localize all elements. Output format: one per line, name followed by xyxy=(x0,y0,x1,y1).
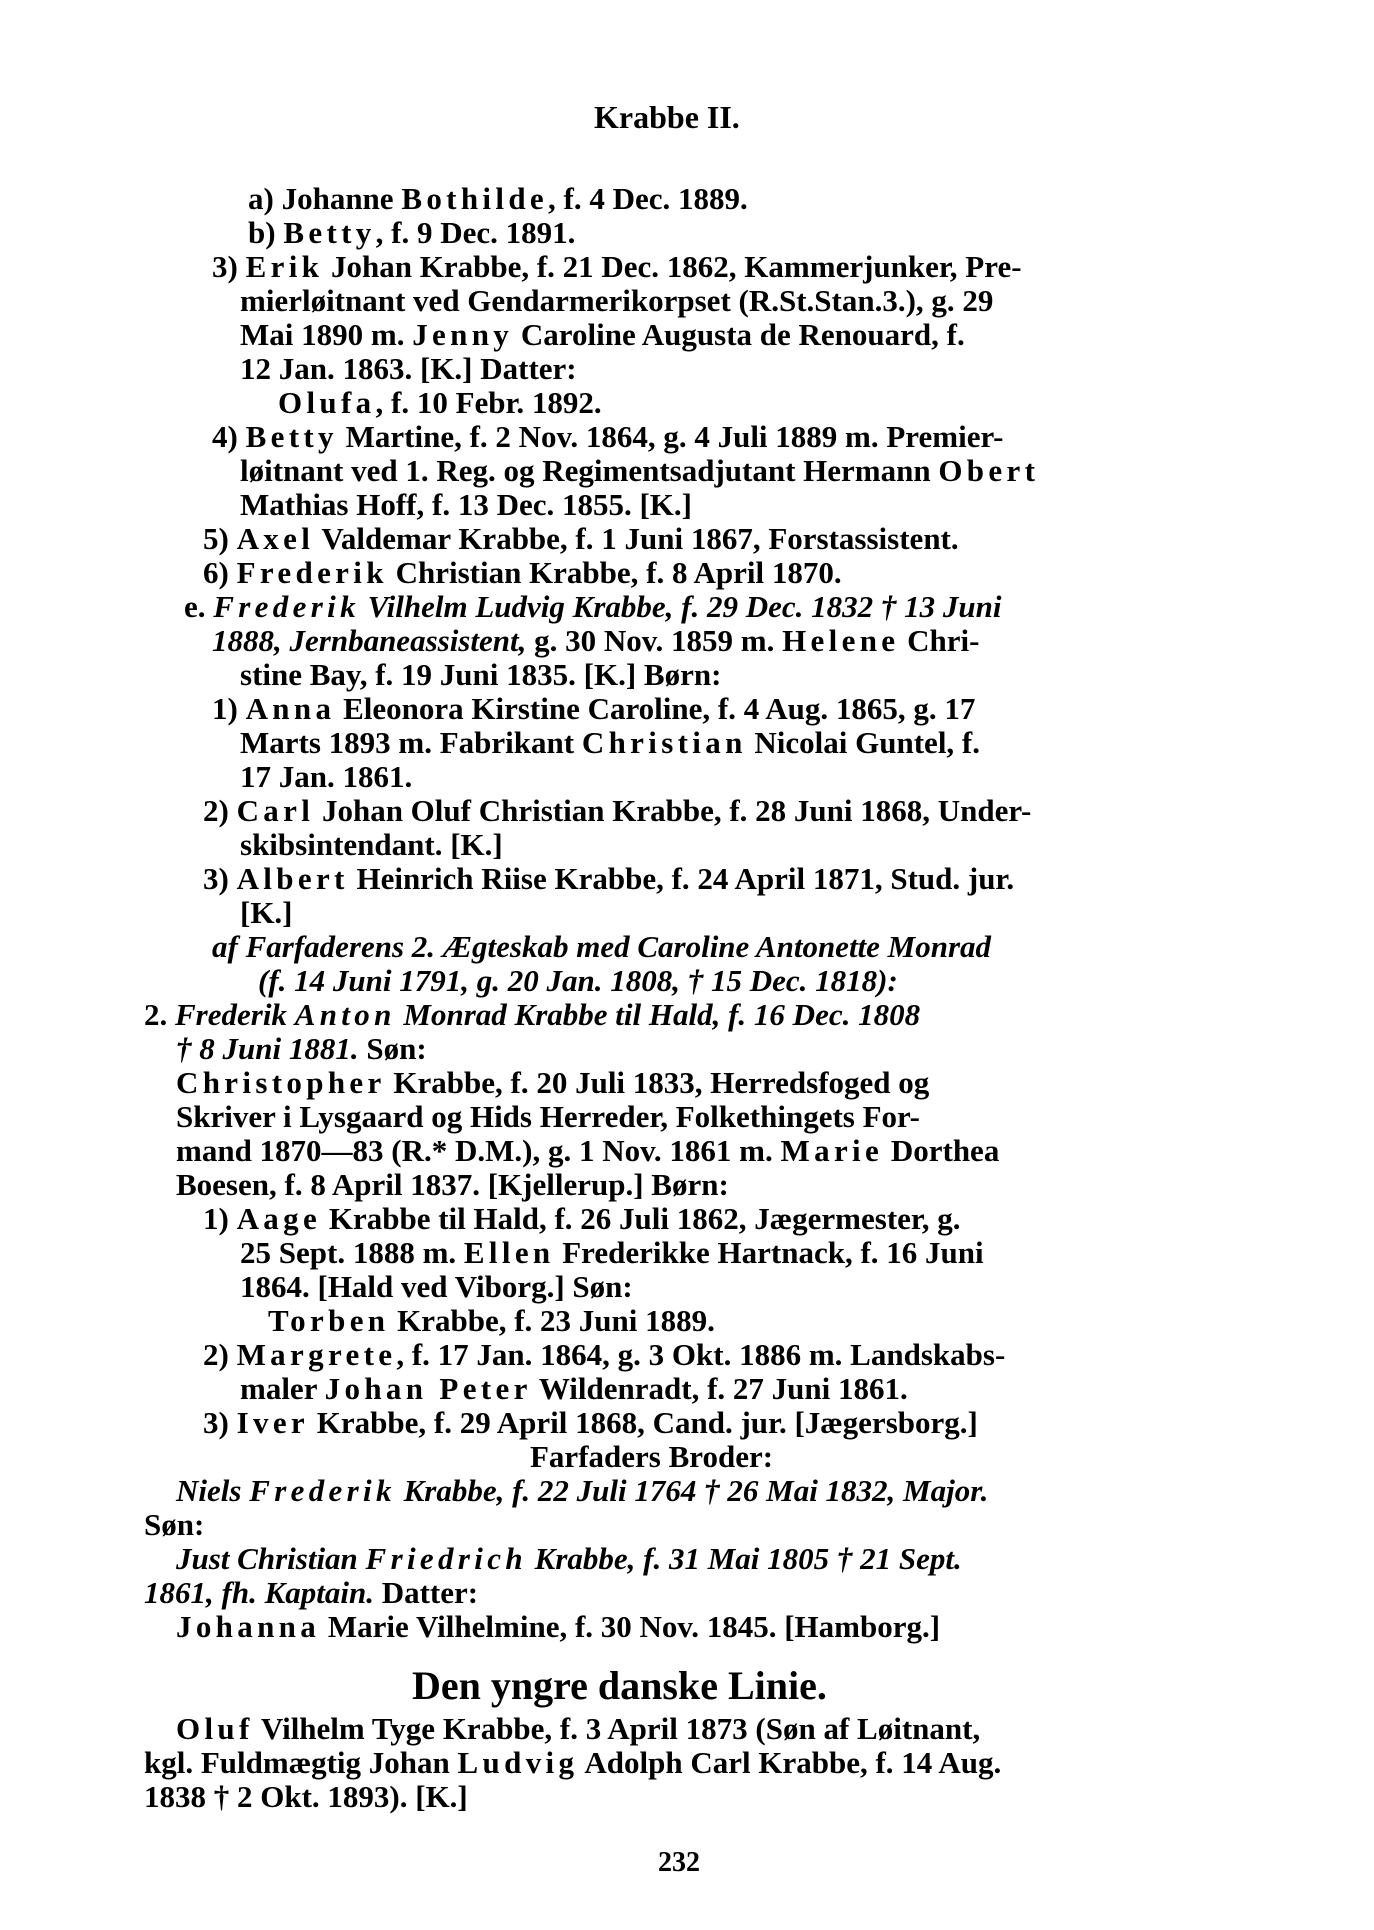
text-line xyxy=(176,1542,962,1576)
text-line xyxy=(240,760,412,794)
text-run: Oluf xyxy=(176,1711,254,1746)
text-line xyxy=(176,1712,980,1746)
text-line xyxy=(144,1746,1001,1780)
text-line xyxy=(203,556,842,590)
text-run: Obert xyxy=(938,453,1040,488)
text-run: Wildenradt, f. 27 Juni 1861. xyxy=(531,1371,908,1406)
text-line xyxy=(240,1372,908,1406)
text-line xyxy=(203,1202,961,1236)
text-run: 3) xyxy=(203,861,237,896)
text-line xyxy=(240,726,980,760)
text-line xyxy=(212,692,975,726)
text-line xyxy=(212,624,979,658)
text-run: Christian Krabbe, f. 8 April 1870. xyxy=(387,555,842,590)
text-line xyxy=(144,998,920,1032)
text-run: Margrete xyxy=(236,1337,397,1372)
text-run: Helene xyxy=(782,623,900,658)
text-line xyxy=(144,1576,478,1610)
text-line xyxy=(176,1134,999,1168)
text-line xyxy=(240,352,577,386)
text-run: Krabbe, f. 22 Juli 1764 † 26 Mai 1832, Major. xyxy=(395,1473,989,1508)
text-run: , f. 10 Febr. 1892. xyxy=(375,385,602,420)
text-run: Krabbe, f. 20 Juli 1833, Herredsfoged og xyxy=(385,1065,930,1100)
text-line xyxy=(212,930,991,964)
text-line xyxy=(240,828,503,862)
text-run: Anton xyxy=(294,997,396,1032)
text-run: Anna xyxy=(245,691,336,726)
text-run: 3) xyxy=(203,1405,237,1440)
text-run: , f. 17 Jan. 1864, g. 3 Okt. 1886 m. Landskabs- xyxy=(396,1337,1006,1372)
text-run: Eleonora Kirstine Caroline, f. 4 Aug. 1865, g. 17 xyxy=(335,691,976,726)
text-run: Torben xyxy=(268,1303,390,1338)
text-line xyxy=(268,1304,715,1338)
text-line xyxy=(240,318,965,352)
text-run: Krabbe, f. 29 April 1868, Cand. jur. [Jægersborg.] xyxy=(309,1405,978,1440)
text-line xyxy=(144,1780,468,1814)
text-line xyxy=(248,182,748,216)
text-run: Carl xyxy=(236,793,315,828)
text-line xyxy=(203,862,1014,896)
text-run: Erik xyxy=(245,249,324,284)
text-line xyxy=(278,386,602,420)
page-number: 232 xyxy=(658,1847,700,1878)
text-run: (f. 14 Juni 1791, g. 20 Jan. 1808, † 15 Dec. 1818): xyxy=(258,963,898,998)
text-run: Ludvig xyxy=(457,1745,579,1780)
text-run: Frederik xyxy=(249,1473,396,1508)
text-run: stine Bay, f. 19 Juni 1835. [K.] Børn: xyxy=(240,657,722,692)
text-run: 1) xyxy=(212,691,246,726)
text-run: 17 Jan. 1861. xyxy=(240,759,413,794)
text-run: Johan Peter xyxy=(324,1371,532,1406)
text-line xyxy=(203,522,959,556)
text-run: b) xyxy=(248,215,284,250)
text-line xyxy=(203,1338,1005,1372)
text-line xyxy=(240,896,293,930)
text-run: Mai 1890 m. xyxy=(240,317,413,352)
text-run: e. xyxy=(184,589,214,624)
text-run: Boesen, f. 8 April 1837. [Kjellerup.] Børn: xyxy=(176,1167,729,1202)
text-line xyxy=(203,1406,978,1440)
text-line xyxy=(184,590,1001,624)
text-run: Marts 1893 m. Fabrikant xyxy=(240,725,582,760)
text-run: 2) xyxy=(203,793,237,828)
text-line xyxy=(176,1474,988,1508)
text-run: Chri- xyxy=(899,623,980,658)
text-line xyxy=(258,964,898,998)
text-run: Skriver i Lysgaard og Hids Herreder, Folkethingets For- xyxy=(176,1099,920,1134)
text-run: Johan Oluf Christian Krabbe, f. 28 Juni 1868, Under- xyxy=(314,793,1032,828)
text-run: a) Johanne xyxy=(248,181,402,216)
text-run: Jenny xyxy=(412,317,514,352)
text-line xyxy=(240,658,721,692)
text-run: Bothilde xyxy=(401,181,548,216)
text-run: 3) xyxy=(212,249,246,284)
text-run: 2) xyxy=(203,1337,237,1372)
text-run: † 8 Juni 1881. xyxy=(176,1031,359,1066)
text-run: Christian xyxy=(581,725,747,760)
text-run: 4) xyxy=(212,419,246,454)
text-run: Aage xyxy=(236,1201,322,1236)
text-run: 6) xyxy=(203,555,237,590)
text-run: Vilhelm Tyge Krabbe, f. 3 April 1873 (Søn af Løitnant, xyxy=(253,1711,981,1746)
text-run: Monrad Krabbe til Hald, f. 16 Dec. 1808 xyxy=(395,997,921,1032)
text-run: Datter: xyxy=(373,1575,479,1610)
text-run: Betty xyxy=(245,419,338,454)
text-run: Johanna xyxy=(176,1609,321,1644)
text-run: Krabbe, f. 31 Mai 1805 † 21 Sept. xyxy=(526,1541,962,1576)
text-line xyxy=(212,250,1022,284)
text-run: Iver xyxy=(236,1405,310,1440)
text-run: Albert xyxy=(236,861,349,896)
text-run: løitnant ved 1. Reg. og Regimentsadjutant Hermann xyxy=(240,453,939,488)
text-run: g. 30 Nov. 1859 m. xyxy=(526,623,783,658)
text-line xyxy=(176,1168,729,1202)
text-run: Farfaders Broder: xyxy=(530,1439,774,1474)
text-run: Vilhelm Ludvig Krabbe, f. 29 Dec. 1832 † 13 Juni xyxy=(359,589,1002,624)
text-run: Frederikke Hartnack, f. 16 Juni xyxy=(554,1235,984,1270)
page-title: Krabbe II. xyxy=(594,99,740,135)
text-run: 1) xyxy=(203,1201,237,1236)
text-run: 25 Sept. 1888 m. xyxy=(240,1235,464,1270)
text-run: mand 1870—83 (R.* D.M.), g. 1 Nov. 1861 m. xyxy=(176,1133,781,1168)
text-run: , f. 9 Dec. 1891. xyxy=(375,215,576,250)
text-run: Den yngre danske Linie. xyxy=(412,1663,827,1708)
text-run: kgl. Fuldmægtig Johan xyxy=(144,1745,458,1780)
text-line xyxy=(203,794,1031,828)
text-run: Olufa xyxy=(278,385,376,420)
text-run: Frederik xyxy=(175,997,295,1032)
text-run: Søn: xyxy=(358,1031,427,1066)
text-run: Dorthea xyxy=(883,1133,1000,1168)
text-run: mierløitnant ved Gendarmerikorpset (R.St.Stan.3.), g. 29 xyxy=(240,283,994,318)
text-run: Mathias Hoff, f. 13 Dec. 1855. [K.] xyxy=(240,487,692,522)
text-run: 2. xyxy=(144,997,175,1032)
text-run: Friedrich xyxy=(365,1541,527,1576)
text-run: Frederik xyxy=(236,555,388,590)
text-run: 1888, Jernbaneassistent, xyxy=(212,623,527,658)
text-run: skibsintendant. [K.] xyxy=(240,827,503,862)
text-line xyxy=(176,1032,427,1066)
text-run: Krabbe til Hald, f. 26 Juli 1862, Jægermester, g. xyxy=(321,1201,961,1236)
text-run: Krabbe, f. 23 Juni 1889. xyxy=(389,1303,715,1338)
text-run: 12 Jan. 1863. [K.] Datter: xyxy=(240,351,577,386)
text-run: , f. 4 Dec. 1889. xyxy=(548,181,748,216)
text-run: Søn: xyxy=(144,1507,205,1542)
text-run: Heinrich Riise Krabbe, f. 24 April 1871, Stud. jur. xyxy=(348,861,1015,896)
text-run: Betty xyxy=(283,215,376,250)
text-run: 1838 † 2 Okt. 1893). [K.] xyxy=(144,1779,468,1814)
text-line xyxy=(240,284,993,318)
text-run: Valdemar Krabbe, f. 1 Juni 1867, Forstassistent. xyxy=(314,521,959,556)
text-run: 1864. [Hald ved Viborg.] Søn: xyxy=(240,1269,633,1304)
text-run: Just Christian xyxy=(176,1541,366,1576)
text-line xyxy=(144,1508,204,1542)
text-run: Frederik xyxy=(213,589,360,624)
text-line xyxy=(212,420,1003,454)
text-run: Johan Krabbe, f. 21 Dec. 1862, Kammerjunker, Pre- xyxy=(323,249,1022,284)
text-run: Caroline Augusta de Renouard, f. xyxy=(513,317,965,352)
text-line xyxy=(176,1610,940,1644)
text-run: Ellen xyxy=(463,1235,555,1270)
text-line xyxy=(240,1270,633,1304)
text-line xyxy=(240,454,1039,488)
text-run: Nicolai Guntel, f. xyxy=(746,725,981,760)
text-line xyxy=(248,216,575,250)
text-line xyxy=(240,1236,984,1270)
text-line xyxy=(240,488,692,522)
text-run: Christopher xyxy=(176,1065,386,1100)
text-line xyxy=(176,1066,929,1100)
text-run: maler xyxy=(240,1371,325,1406)
section-heading xyxy=(412,1664,827,1708)
text-run: [K.] xyxy=(240,895,293,930)
text-run: 1861, fh. Kaptain. xyxy=(144,1575,374,1610)
text-run: Martine, f. 2 Nov. 1864, g. 4 Juli 1889 m. Premier- xyxy=(337,419,1004,454)
text-run: af Farfaderens 2. Ægteskab med Caroline Antonette Monrad xyxy=(212,929,992,964)
text-line xyxy=(176,1100,920,1134)
text-run: Niels xyxy=(176,1473,250,1508)
text-run: 5) xyxy=(203,521,237,556)
text-run: Marie Vilhelmine, f. 30 Nov. 1845. [Hamborg.] xyxy=(320,1609,941,1644)
text-run: Axel xyxy=(236,521,315,556)
text-line xyxy=(530,1440,773,1474)
text-run: Marie xyxy=(780,1133,884,1168)
text-run: Adolph Carl Krabbe, f. 14 Aug. xyxy=(578,1745,1002,1780)
